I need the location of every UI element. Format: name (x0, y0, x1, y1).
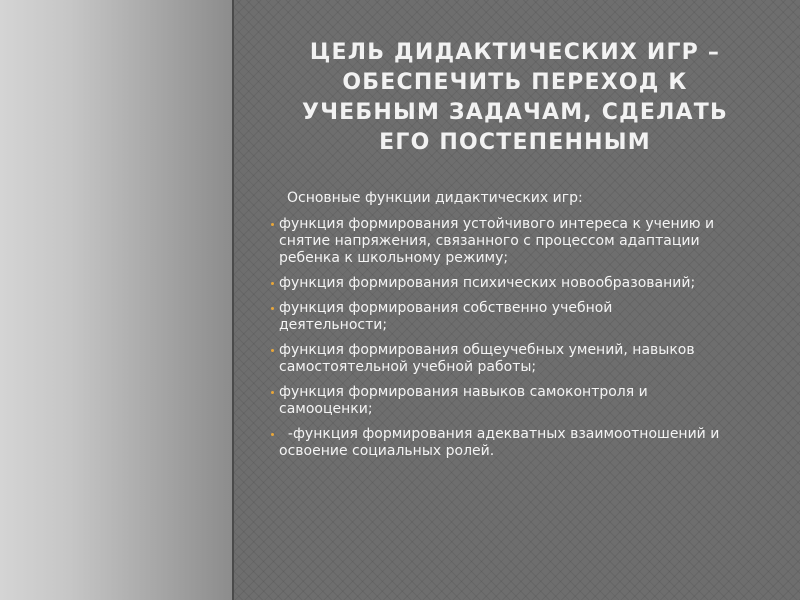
bullet-text: функция формирования навыков самоконтроля и самооценки; (279, 384, 648, 417)
list-item (271, 384, 721, 418)
bullet-dot-icon (271, 307, 274, 310)
list-item (271, 342, 721, 376)
bullet-dot-icon (271, 433, 274, 436)
bullet-text: функция формирования общеучебных умений, навыков самостоятельной учебной работы; (279, 342, 695, 375)
list-item (271, 275, 721, 292)
list-item (271, 216, 721, 267)
bullet-dot-icon (271, 223, 274, 226)
bullet-list (271, 216, 724, 460)
bullet-dot-icon (271, 391, 274, 394)
slide-title: ЦЕЛЬ ДИДАКТИЧЕСКИХ ИГР – ОБЕСПЕЧИТЬ ПЕРЕХОД К УЧЕБНЫМ ЗАДАЧАМ, СДЕЛАТЬ ЕГО ПОСТЕПЕННЫМ (302, 40, 728, 155)
bullet-text: функция формирования психических новообразований; (279, 275, 696, 291)
list-item (271, 426, 724, 460)
intro-text: Основные функции дидактических игр: (287, 190, 583, 206)
list-item (271, 300, 721, 334)
bullet-dot-icon (271, 282, 274, 285)
bullet-dot-icon (271, 349, 274, 352)
bullet-text: функция формирования собственно учебной деятельности; (279, 300, 613, 333)
bullet-text: -функция формирования адекватных взаимоотношений и освоение социальных ролей. (279, 426, 724, 459)
bullet-text: функция формирования устойчивого интереса к учению и снятие напряжения, связанного с процессом адаптации ребенка к школьному режиму; (279, 216, 715, 266)
left-gradient-panel (0, 0, 232, 600)
slide-body (271, 190, 724, 468)
panel-divider (232, 0, 234, 600)
